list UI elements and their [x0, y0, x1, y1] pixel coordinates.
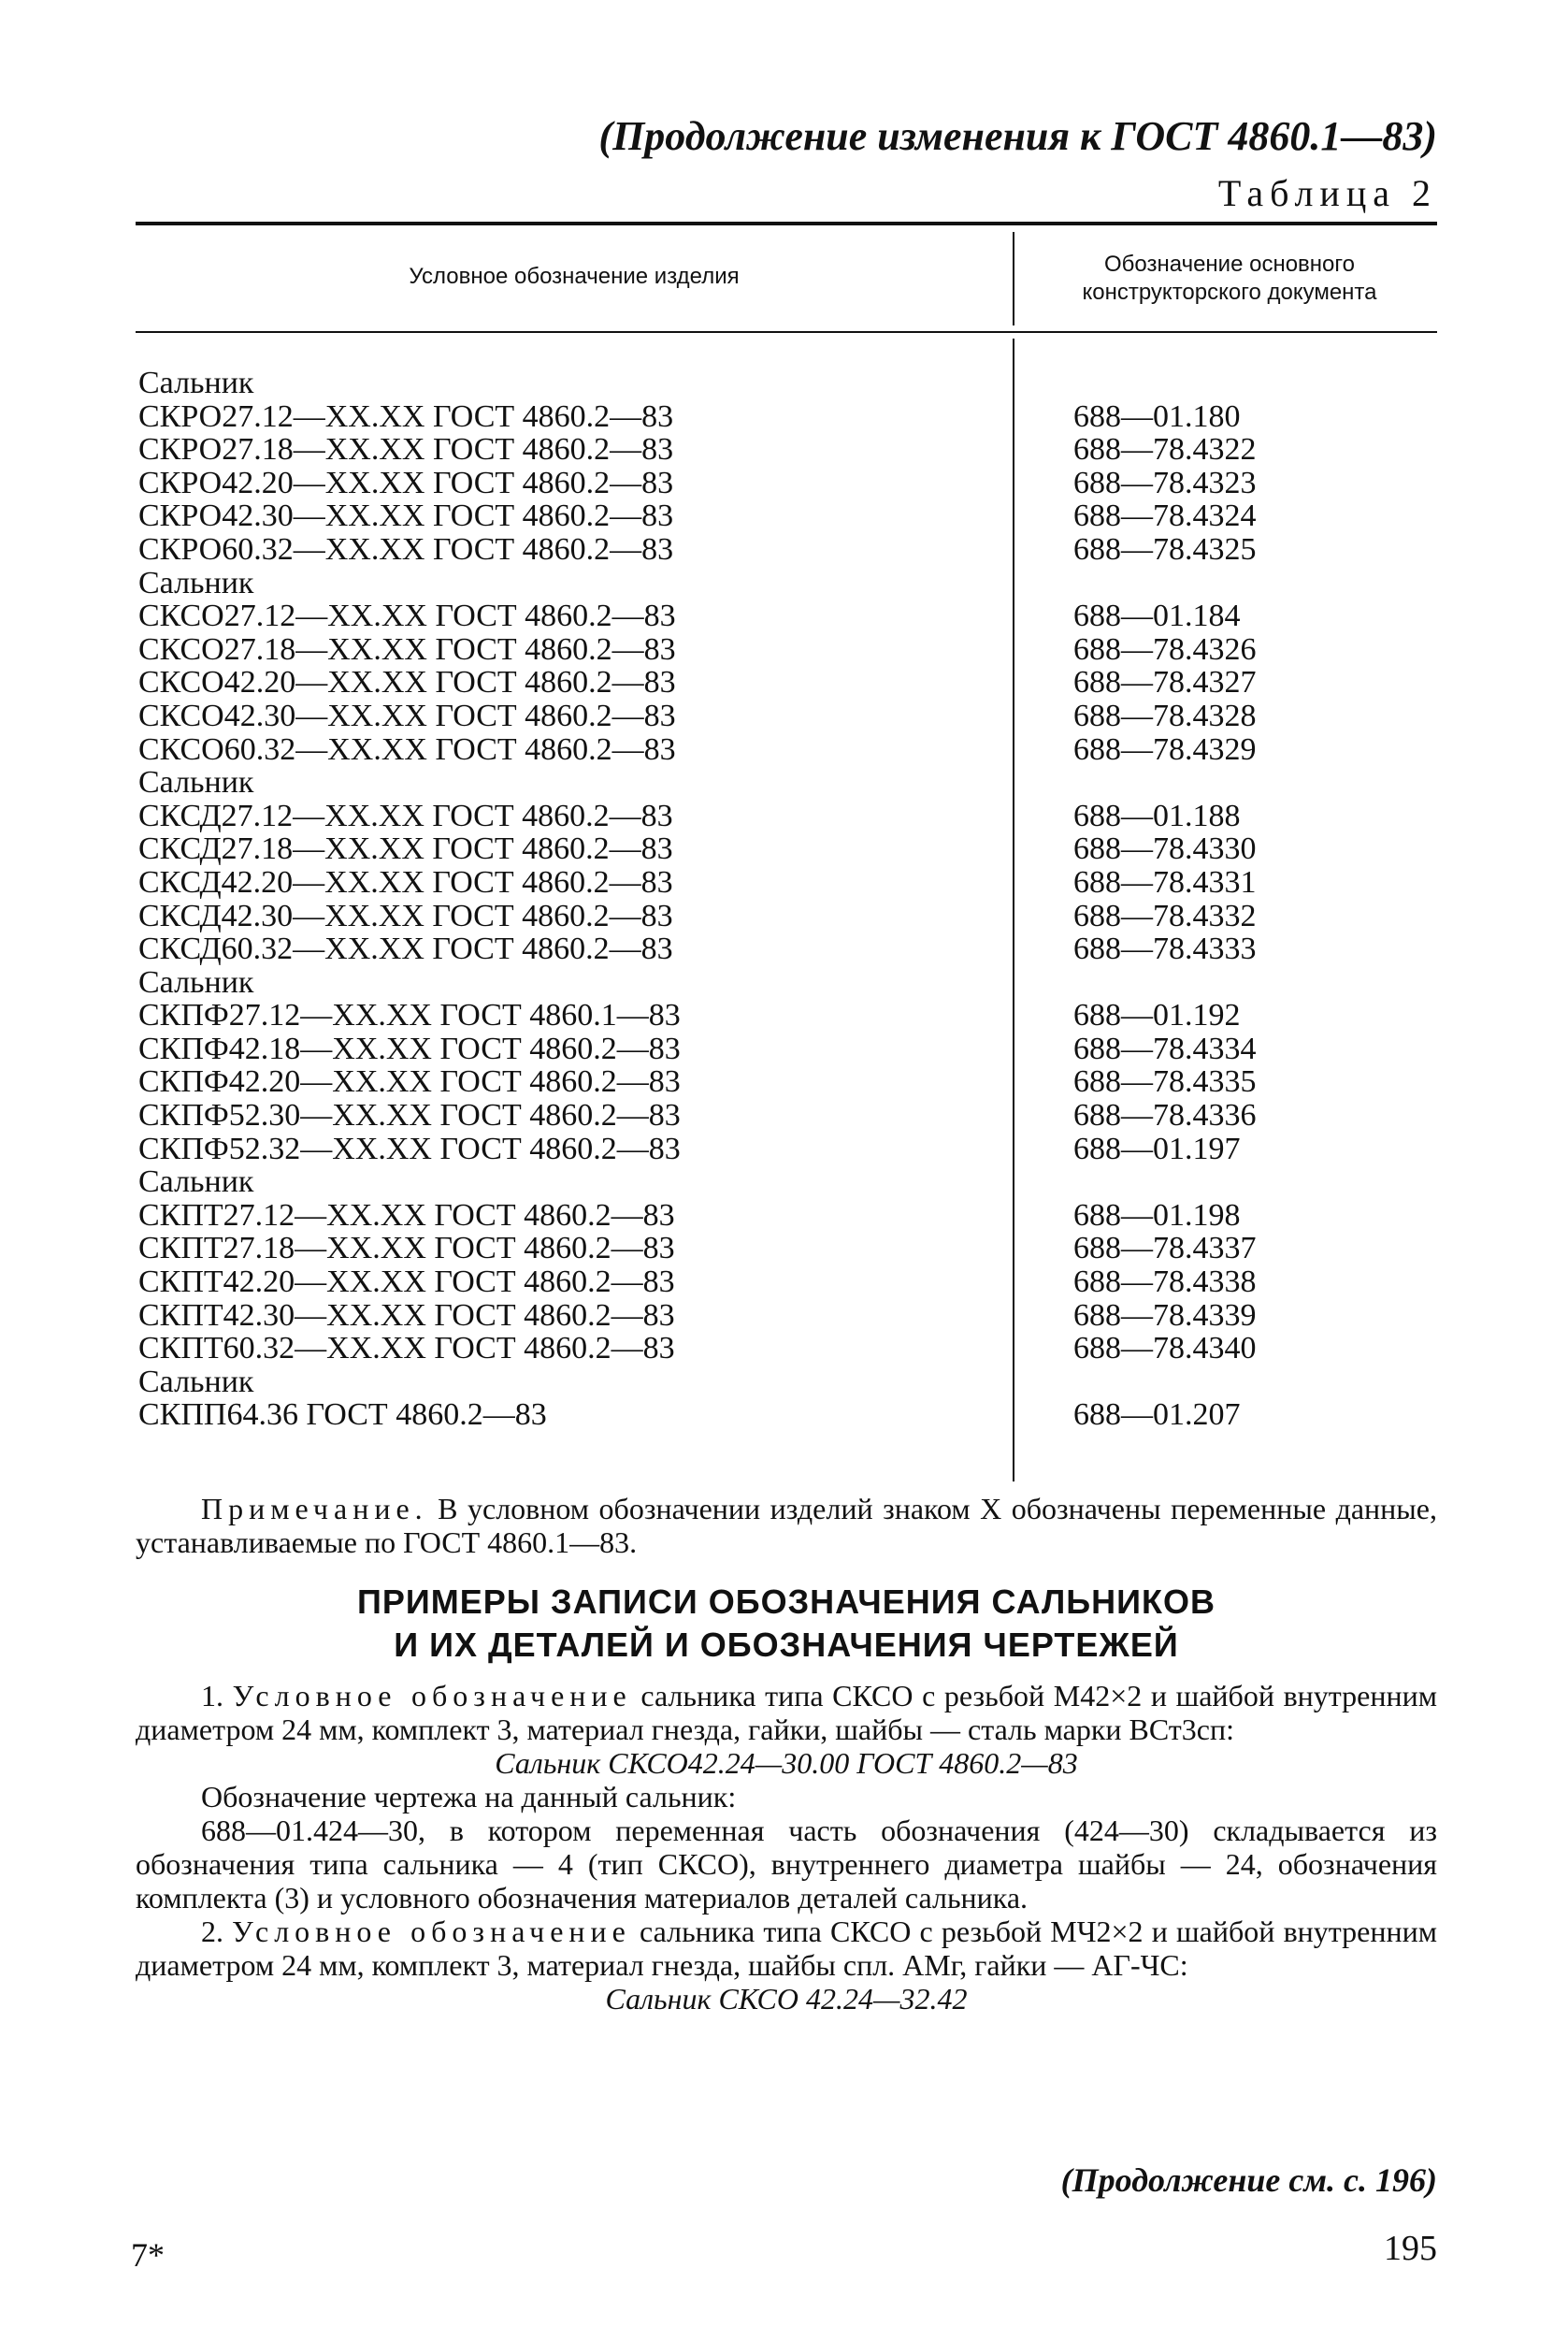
table-row-code [1073, 567, 1438, 600]
table-row-name: СКСО60.32—XX.XX ГОСТ 4860.2—83 [138, 731, 676, 767]
example1-number: 1. [201, 1679, 233, 1712]
table-row-name: СКСО27.12—XX.XX ГОСТ 4860.2—83 [138, 599, 676, 634]
table-row-name: СКПТ27.18—XX.XX ГОСТ 4860.2—83 [138, 1231, 675, 1266]
signature-mark: 7* [131, 2236, 165, 2274]
table-row-code [1073, 1165, 1438, 1199]
table-label: Таблица 2 [1217, 172, 1437, 214]
table-row-code: 688—78.4337 [1073, 1231, 1257, 1266]
table-row-name: СКПФ52.30—XX.XX ГОСТ 4860.2—83 [138, 1098, 681, 1134]
table-header-divider [1013, 232, 1014, 325]
section-title [136, 1581, 1437, 1667]
table-row-code: 688—01.184 [1073, 599, 1241, 634]
table-row-code: 688—78.4325 [1073, 531, 1257, 567]
table-note [136, 1492, 1437, 1559]
table-row-code: 688—01.198 [1073, 1197, 1241, 1233]
table-row-name: СКПТ42.20—XX.XX ГОСТ 4860.2—83 [138, 1264, 675, 1300]
table-row-name: СКРО42.30—XX.XX ГОСТ 4860.2—83 [138, 499, 674, 534]
table-row-name: СКСД42.20—XX.XX ГОСТ 4860.2—83 [138, 864, 673, 900]
example2-number: 2. [201, 1915, 233, 1948]
example1-designation: Сальник СКСО42.24—30.00 ГОСТ 4860.2—83 [495, 1746, 1078, 1780]
table-row-name: СКСД27.18—XX.XX ГОСТ 4860.2—83 [138, 831, 673, 867]
table-row-name: СКСО42.20—XX.XX ГОСТ 4860.2—83 [138, 665, 676, 701]
table-row-name: Сальник [138, 366, 254, 400]
table-row-code: 688—78.4329 [1073, 731, 1257, 767]
table-row-code: 688—01.197 [1073, 1131, 1241, 1166]
table-row-name: СКРО27.12—XX.XX ГОСТ 4860.2—83 [138, 398, 674, 434]
table-row-code: 688—78.4324 [1073, 499, 1257, 534]
section-title-line2: И ИХ ДЕТАЛЕЙ И ОБОЗНАЧЕНИЯ ЧЕРТЕЖЕЙ [394, 1626, 1179, 1664]
column-header-designation: Условное обозначение изделия [409, 264, 740, 289]
table-row-code [1073, 966, 1438, 1000]
example2-paragraph [136, 1915, 1437, 1982]
table-row-code: 688—78.4333 [1073, 932, 1257, 967]
examples-body [136, 1679, 1437, 2016]
table-row-code: 688—78.4331 [1073, 864, 1257, 900]
note-text: В условном обозначении изделий знаком X обозначены переменные данные, устанавливаемые по ГОСТ 4860.1—83. [136, 1492, 1437, 1559]
example2-lead: Условное обозначение [232, 1915, 631, 1948]
table-row-name: СКСО42.30—XX.XX ГОСТ 4860.2—83 [138, 698, 676, 733]
footer-continuation: (Продолжение см. с. 196) [1060, 2161, 1437, 2199]
table-row-name: СКСО27.18—XX.XX ГОСТ 4860.2—83 [138, 631, 676, 667]
table-row-name: СКСД42.30—XX.XX ГОСТ 4860.2—83 [138, 898, 673, 933]
table-row-name: СКСД60.32—XX.XX ГОСТ 4860.2—83 [138, 932, 673, 967]
table-row-name: СКПТ42.30—XX.XX ГОСТ 4860.2—83 [138, 1297, 675, 1333]
table-column-divider [1013, 339, 1014, 1481]
column-header-document [1019, 251, 1440, 307]
table-column-designation [138, 367, 999, 1432]
table-row-name: СКПТ60.32—XX.XX ГОСТ 4860.2—83 [138, 1331, 675, 1366]
example1-lead: Условное обозначение [232, 1679, 632, 1712]
table-row-code: 688—78.4340 [1073, 1331, 1257, 1366]
table-row-code: 688—78.4323 [1073, 465, 1257, 500]
table-row-code: 688—78.4330 [1073, 831, 1257, 867]
table-row-code [1073, 766, 1438, 800]
table-row-name: Сальник [138, 765, 254, 801]
column-header-document-line2: конструкторского документа [1082, 280, 1377, 305]
table-row-name: СКПФ27.12—XX.XX ГОСТ 4860.1—83 [138, 998, 681, 1033]
example2-designation: Сальник СКСО 42.24—32.42 [605, 1982, 968, 2016]
header-continuation: (Продолжение изменения к ГОСТ 4860.1—83) [598, 113, 1437, 159]
table-column-document [1073, 367, 1438, 1432]
table-row-name: СКСД27.12—XX.XX ГОСТ 4860.2—83 [138, 798, 673, 833]
table-row-code: 688—78.4327 [1073, 665, 1257, 701]
table-row-code: 688—01.180 [1073, 398, 1241, 434]
table-header-rule [136, 331, 1437, 333]
table-row-code: 688—78.4326 [1073, 631, 1257, 667]
note-label: Примечание. [201, 1492, 428, 1525]
table-row-name: Сальник [138, 964, 254, 1000]
table-row-code [1073, 367, 1438, 400]
table-row-code: 688—01.207 [1073, 1397, 1241, 1433]
table-row-code: 688—01.192 [1073, 998, 1241, 1033]
table-top-rule [136, 222, 1437, 225]
table-row-name: СКРО60.32—XX.XX ГОСТ 4860.2—83 [138, 531, 674, 567]
table-row-code: 688—78.4332 [1073, 898, 1257, 933]
table-row-name: СКРО42.20—XX.XX ГОСТ 4860.2—83 [138, 465, 674, 500]
table-row-name: СКПФ42.18—XX.XX ГОСТ 4860.2—83 [138, 1031, 681, 1066]
table-row-name: Сальник [138, 1164, 254, 1200]
table-row-code: 688—78.4339 [1073, 1297, 1257, 1333]
table-row-code: 688—78.4335 [1073, 1064, 1257, 1100]
page-number: 195 [1384, 2229, 1437, 2268]
table-row-name: СКПТ27.12—XX.XX ГОСТ 4860.2—83 [138, 1197, 675, 1233]
table-row-code: 688—01.188 [1073, 798, 1241, 833]
example1-text: сальника типа СКСО с резьбой М42×2 и шайбой внутренним диаметром 24 мм, комплект 3, материал гнезда, гайки, шайбы — сталь марки ВСт3сп: [136, 1679, 1438, 1746]
example1-paragraph [136, 1679, 1437, 1746]
example1-drawing-intro: Обозначение чертежа на данный сальник: [201, 1780, 737, 1814]
table-row-name: СКПФ52.32—XX.XX ГОСТ 4860.2—83 [138, 1131, 681, 1166]
table-row-name: СКПФ42.20—XX.XX ГОСТ 4860.2—83 [138, 1064, 681, 1100]
table-row-code: 688—78.4336 [1073, 1098, 1257, 1134]
table-row-code: 688—78.4334 [1073, 1031, 1257, 1066]
section-title-line1: ПРИМЕРЫ ЗАПИСИ ОБОЗНАЧЕНИЯ САЛЬНИКОВ [357, 1582, 1216, 1621]
table-row-code: 688—78.4322 [1073, 432, 1257, 468]
table-row-code: 688—78.4328 [1073, 698, 1257, 733]
table-row-code: 688—78.4338 [1073, 1264, 1257, 1300]
table-row-name: СКРО27.18—XX.XX ГОСТ 4860.2—83 [138, 432, 674, 468]
table-row-name: Сальник [138, 1364, 254, 1399]
column-header-document-line1: Обозначение основного [1104, 252, 1355, 277]
example1-drawing-text: 688—01.424—30, в котором переменная часть обозначения (424—30) складывается из обозначения типа сальника — 4 (тип СКСО), внутреннего диаметра шайбы — 24, обозначения комплекта (3) и условного обозначения материалов деталей сальника. [136, 1814, 1437, 1915]
example2-text: сальника типа СКСО с резьбой МЧ2×2 и шайбой внутренним диаметром 24 мм, комплект 3, материал гнезда, шайбы спл. АМг, гайки — АГ-ЧС: [136, 1915, 1438, 1982]
table-row-name: СКПП64.36 ГОСТ 4860.2—83 [138, 1397, 547, 1433]
table-row-name: Сальник [138, 565, 254, 600]
table-row-code [1073, 1366, 1438, 1399]
